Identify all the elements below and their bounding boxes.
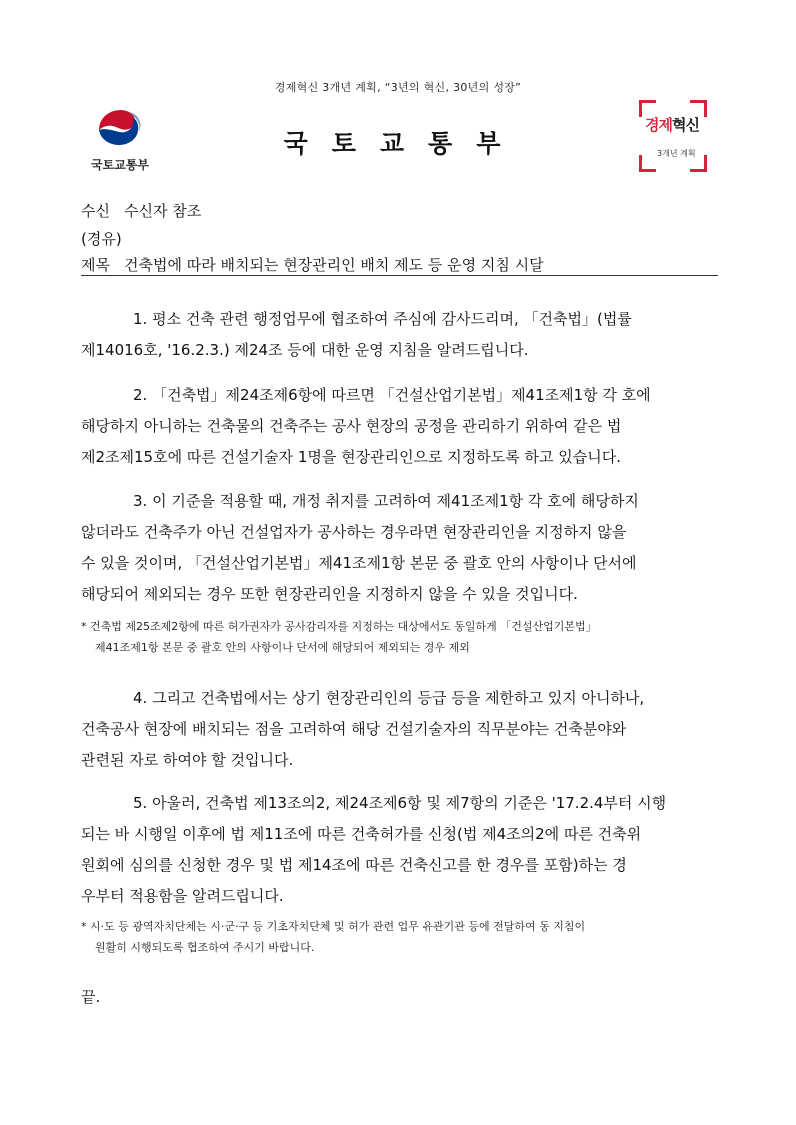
subject-label: 제목 bbox=[81, 256, 110, 274]
paragraph-2: 2. 「건축법」제24조제6항에 따르면 「건설산업기본법」제41조제1항 각 호에 해당하지 아니하는 건축물의 건축주는 공사 현장의 공정을 관리하기 위하여 같은 법 제2조제15호에 따른 건설기술자 1명을 현장관리인으로 지정하도록 하고 있습니다. bbox=[81, 386, 651, 466]
recipient-value: 수신자 참조 bbox=[123, 202, 202, 220]
emblem-title: 경제혁신 bbox=[645, 116, 699, 134]
paragraph-3: 3. 이 기준을 적용할 때, 개정 취지를 고려하여 제41조제1항 각 호에 해당하지 않더라도 건축주가 아닌 건설업자가 공사하는 경우라면 현장관리인을 지정하지 않을 수 있을 것이며, 「건설산업기본법」제41조제1항 본문 중 괄호 안의 사항이나 단서에 해당되어 제외되는 경우 또한 현장관리인을 지정하지 않을 수 있을 것입니다. bbox=[81, 492, 639, 603]
subject-line bbox=[81, 254, 544, 275]
paragraph-4: 4. 그리고 건축법에서는 상기 현장관리인의 등급 등을 제한하고 있지 아니하나, 건축공사 현장에 배치되는 점을 고려하여 해당 건설기술자의 직무분야는 건축분야와 관련된 자로 하여야 할 것입니다. bbox=[81, 689, 645, 769]
note-2: * 시·도 등 광역자치단체는 시·군·구 등 기초자치단체 및 허가 관련 업무 유관기관 등에 전달하여 동 지침이 원활히 시행되도록 협조하여 주시기 바랍니다. bbox=[81, 920, 586, 954]
end-mark: 끝. bbox=[81, 988, 101, 1006]
subject-value: 건축법에 따라 배치되는 현장관리인 배치 제도 등 운영 지침 시달 bbox=[123, 256, 544, 274]
recipient-label: 수신 bbox=[81, 202, 110, 220]
note-1: * 건축법 제25조제2항에 따른 허가권자가 공사감리자를 지정하는 대상에서도 동일하게 「건설산업기본법」 제41조제1항 본문 중 괄호 안의 사항이나 단서에 해당되어 제외되는 경우 제외 bbox=[81, 620, 597, 654]
header-divider bbox=[81, 275, 718, 276]
recipient-line bbox=[81, 200, 201, 221]
ministry-title: 국토교통부 bbox=[283, 129, 525, 158]
emblem-subtitle: 3개년 계획 bbox=[657, 149, 696, 158]
paragraph-1: 1. 평소 건축 관련 행정업무에 협조하여 주심에 감사드리며, 「건축법」(법률 제14016호, '16.2.3.) 제24조 등에 대한 운영 지침을 알려드립니다. bbox=[81, 310, 632, 359]
economic-innovation-emblem bbox=[639, 100, 707, 172]
logo-text: 국토교통부 bbox=[91, 158, 149, 172]
paragraph-5: 5. 아울러, 건축법 제13조의2, 제24조제6항 및 제7항의 기준은 '17.2.4부터 시행 되는 바 시행일 이후에 법 제11조에 따른 건축허가를 신청(법 제4조의2에 따른 건축위 원회에 심의를 신청한 경우 및 법 제14조에 따른 건축신고를 한 경우를 포함)하는 경 우부터 적용함을 알려드립니다. bbox=[81, 794, 667, 905]
via-line: (경유) bbox=[81, 230, 122, 248]
slogan: 경제혁신 3개년 계획, “3년의 혁신, 30년의 성장” bbox=[274, 81, 522, 94]
